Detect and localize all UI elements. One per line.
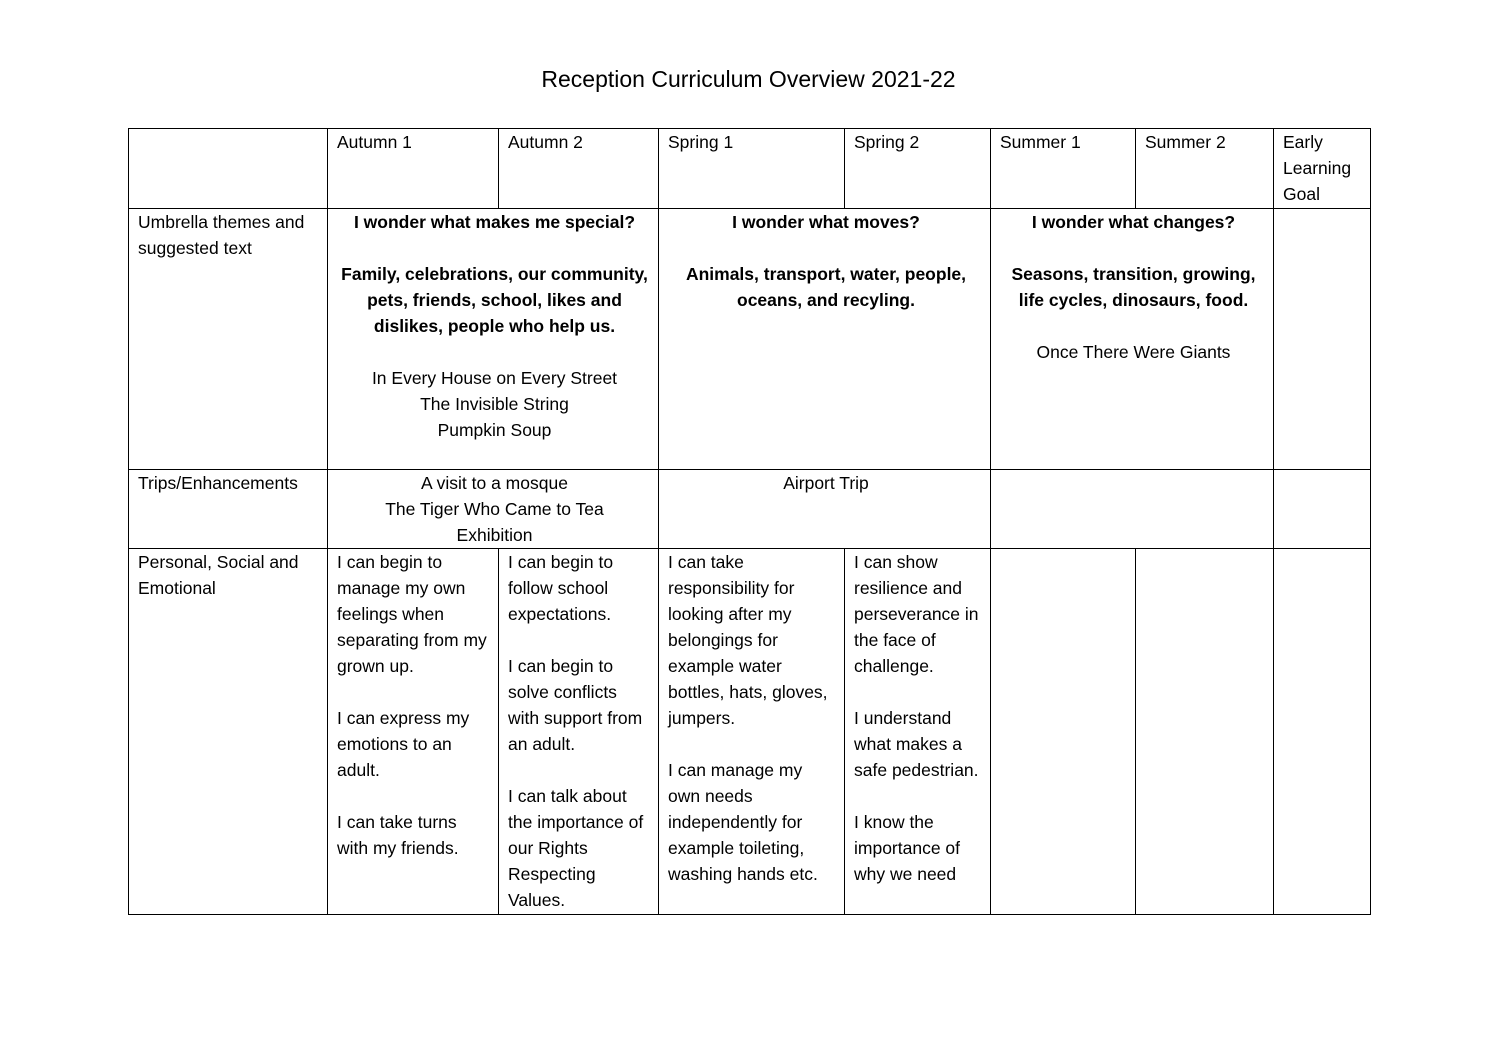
umbrella-summer-cell — [991, 209, 1274, 470]
pse-autumn-2-statement-3: I can talk about the importance of our Rights Respecting Values. — [508, 786, 644, 910]
trips-autumn-line-2: The Tiger Who Came to Tea — [385, 499, 604, 519]
header-empty-cell — [129, 129, 328, 209]
pse-goal-cell — [1274, 549, 1371, 915]
umbrella-summer-topics: Seasons, transition, growing, life cycles, dinosaurs, food. — [1011, 264, 1256, 310]
header-summer-1: Summer 1 — [991, 129, 1136, 209]
pse-autumn-2-cell — [499, 549, 659, 915]
trips-goal-cell — [1274, 470, 1371, 549]
pse-autumn-1-statement-1: I can begin to manage my own feelings when separating from my grown up. — [337, 552, 487, 676]
umbrella-spring-topics: Animals, transport, water, people, oceans, and recyling. — [685, 264, 967, 310]
trips-autumn-line-3: Exhibition — [456, 525, 533, 545]
pse-label: Personal, Social and Emotional — [129, 549, 328, 915]
curriculum-table — [128, 128, 1371, 915]
trips-row — [129, 470, 1371, 549]
trips-autumn-cell — [328, 470, 659, 549]
umbrella-spring-question: I wonder what moves? — [732, 212, 920, 232]
umbrella-autumn-text-1: In Every House on Every Street — [371, 368, 618, 388]
pse-spring-2-statement-3: I know the importance of why we need — [854, 812, 961, 884]
pse-autumn-1-statement-3: I can take turns with my friends. — [337, 812, 459, 858]
umbrella-spring-cell — [659, 209, 991, 470]
umbrella-autumn-question: I wonder what makes me special? — [353, 212, 636, 232]
umbrella-label: Umbrella themes and suggested text — [129, 209, 328, 470]
umbrella-row — [129, 209, 1371, 470]
pse-autumn-1-cell — [328, 549, 499, 915]
header-row — [129, 129, 1371, 209]
umbrella-autumn-topics: Family, celebrations, our community, pets, friends, school, likes and dislikes, people who help us. — [341, 264, 648, 336]
pse-autumn-2-statement-1: I can begin to follow school expectations. — [508, 552, 614, 624]
trips-label: Trips/Enhancements — [129, 470, 328, 549]
umbrella-autumn-cell — [328, 209, 659, 470]
umbrella-autumn-text-2: The Invisible String — [420, 394, 569, 414]
trips-summer-cell — [991, 470, 1274, 549]
pse-spring-2-statement-2: I understand what makes a safe pedestrian. — [854, 708, 979, 780]
pse-spring-2-statement-1: I can show resilience and perseverance in the face of challenge. — [854, 552, 979, 676]
pse-summer-2-cell — [1136, 549, 1274, 915]
header-early-learning-goal: Early Learning Goal — [1274, 129, 1371, 209]
pse-autumn-1-statement-2: I can express my emotions to an adult. — [337, 708, 470, 780]
trips-spring-line-1: Airport Trip — [783, 473, 869, 493]
header-spring-1: Spring 1 — [659, 129, 845, 209]
umbrella-goal-cell — [1274, 209, 1371, 470]
umbrella-summer-text-1: Once There Were Giants — [1036, 342, 1231, 362]
umbrella-summer-question: I wonder what changes? — [1031, 212, 1236, 232]
page-title: Reception Curriculum Overview 2021-22 — [541, 66, 956, 92]
trips-spring-cell — [659, 470, 991, 549]
trips-autumn-line-1: A visit to a mosque — [421, 473, 568, 493]
umbrella-autumn-text-3: Pumpkin Soup — [437, 420, 552, 440]
pse-spring-1-statement-2: I can manage my own needs independently for example toileting, washing hands etc. — [668, 760, 818, 884]
header-autumn-1: Autumn 1 — [328, 129, 499, 209]
pse-autumn-2-statement-2: I can begin to solve conflicts with support from an adult. — [508, 656, 643, 754]
pse-spring-2-cell — [845, 549, 991, 915]
pse-spring-1-cell — [659, 549, 845, 915]
pse-summer-1-cell — [991, 549, 1136, 915]
header-summer-2: Summer 2 — [1136, 129, 1274, 209]
header-autumn-2: Autumn 2 — [499, 129, 659, 209]
header-spring-2: Spring 2 — [845, 129, 991, 209]
pse-spring-1-statement-1: I can take responsibility for looking after my belongings for example water bottles, hats, gloves, jumpers. — [668, 552, 828, 728]
pse-row — [129, 549, 1371, 915]
